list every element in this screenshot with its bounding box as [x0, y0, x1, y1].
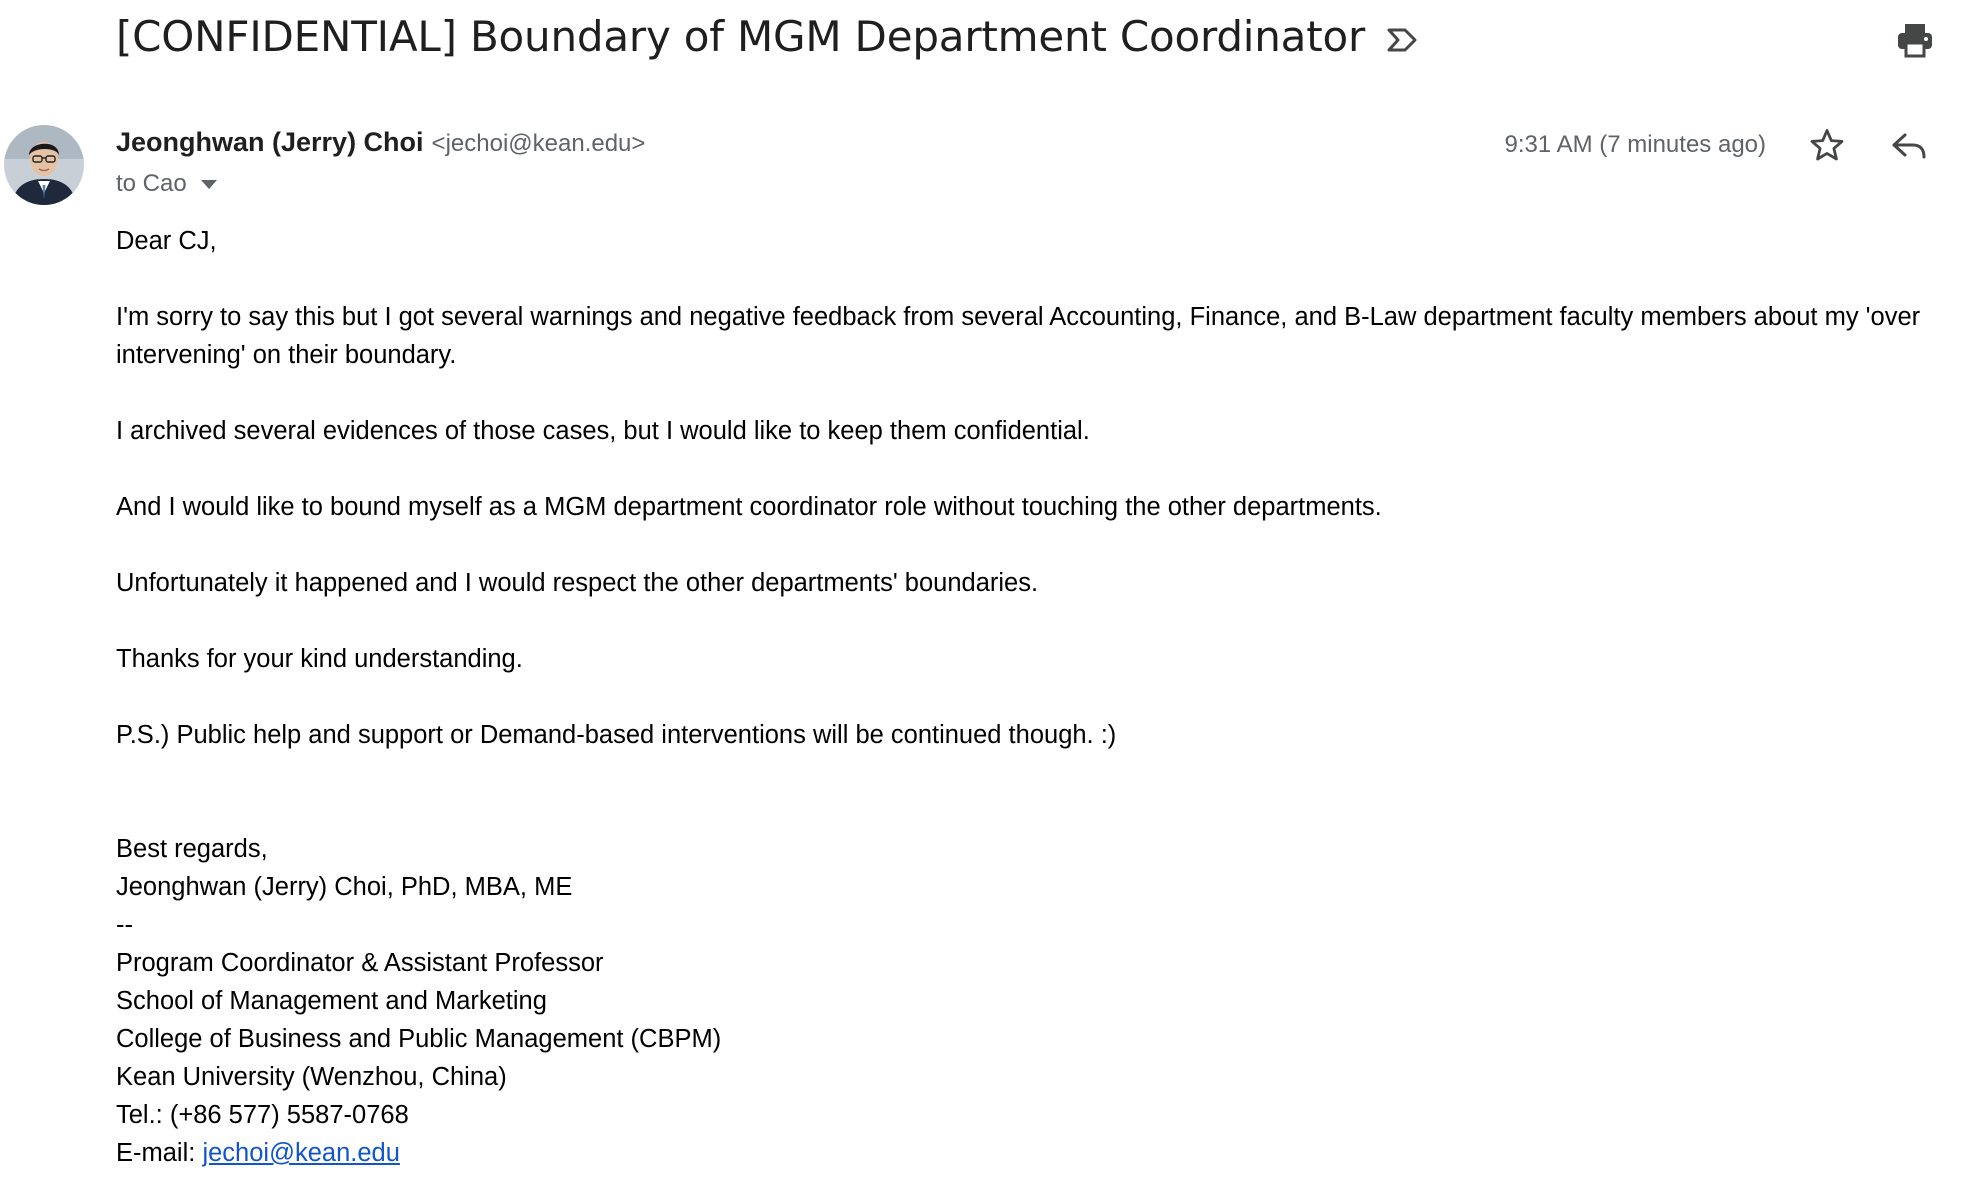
signature-email-line: [116, 1134, 1962, 1172]
signature-university: Kean University (Wenzhou, China): [116, 1063, 507, 1091]
email-paragraph: And I would like to bound myself as a MGM department coordinator role without touching the other departments.: [116, 493, 1382, 521]
avatar[interactable]: [4, 125, 84, 205]
email-paragraph: P.S.) Public help and support or Demand-based interventions will be continued though. :): [116, 721, 1117, 749]
signature-phone: Tel.: (+86 577) 5587-0768: [116, 1101, 409, 1129]
email-greeting: Dear CJ,: [116, 227, 217, 255]
signature-name: Jeonghwan (Jerry) Choi, PhD, MBA, ME: [116, 873, 573, 901]
email-paragraph: Unfortunately it happened and I would respect the other departments' boundaries.: [116, 569, 1039, 597]
signature-email-link[interactable]: jechoi@kean.edu: [202, 1139, 400, 1167]
signature-email-label: E-mail:: [116, 1139, 203, 1167]
sender-name[interactable]: Jeonghwan (Jerry) Choi: [116, 127, 424, 157]
recipient-label: to Cao: [116, 170, 187, 197]
signature-title: Program Coordinator & Assistant Professor: [116, 949, 604, 977]
email-timestamp: 9:31 AM (7 minutes ago): [1504, 131, 1766, 158]
signature-closing: Best regards,: [116, 835, 268, 863]
subject-row: [116, 12, 1419, 61]
email-paragraph: Thanks for your kind understanding.: [116, 645, 523, 673]
label-outline-icon[interactable]: [1385, 25, 1419, 55]
recipient-details-toggle[interactable]: [116, 170, 217, 198]
signature-separator: --: [116, 911, 133, 939]
star-outline-icon[interactable]: [1808, 127, 1846, 165]
signature-college: College of Business and Public Management (CBPM): [116, 1025, 722, 1053]
signature-school: School of Management and Marketing: [116, 987, 547, 1015]
caret-down-icon[interactable]: [201, 180, 217, 189]
email-paragraph: I'm sorry to say this but I got several warnings and negative feedback from several Accounting, Finance, and B-Law department faculty members about my 'over intervening' on their boundary.: [116, 303, 1921, 369]
email-subject: [CONFIDENTIAL] Boundary of MGM Department Coordinator: [116, 12, 1366, 61]
reply-icon[interactable]: [1889, 127, 1929, 165]
email-body: [116, 222, 1962, 1172]
sender-email: <jechoi@kean.edu>: [431, 130, 646, 157]
email-paragraph: I archived several evidences of those cases, but I would like to keep them confidential.: [116, 417, 1090, 445]
email-signature: [116, 830, 1962, 1172]
print-icon[interactable]: [1896, 22, 1934, 58]
sender-row: [116, 127, 645, 158]
